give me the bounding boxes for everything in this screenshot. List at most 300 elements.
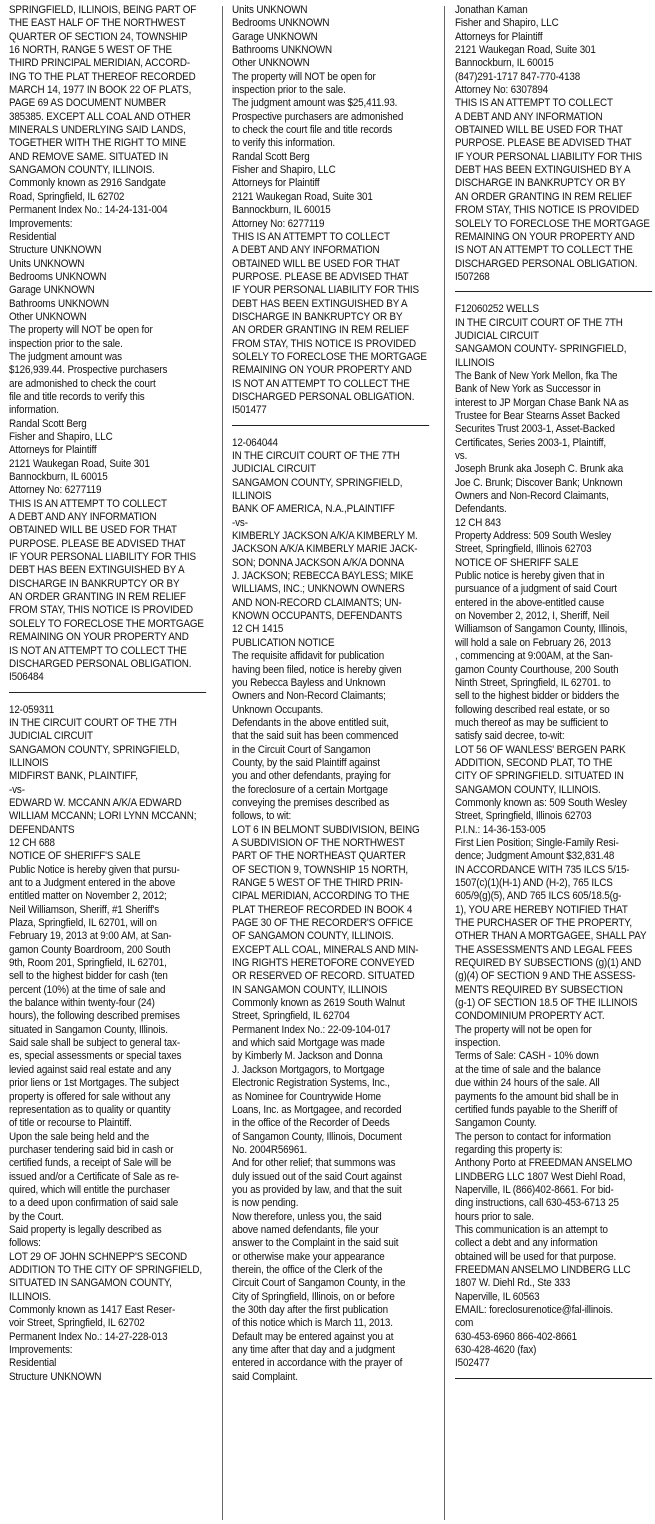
notice-text-line: property is offered for sale without any <box>9 1090 171 1103</box>
notice-text-line: Street, Springfield, IL 62704 <box>232 1010 350 1023</box>
notice-text-line: Said sale shall be subject to general tax- <box>9 1037 181 1050</box>
notice-text-line: The judgment amount was <box>9 350 122 363</box>
notice-text-line: by the Court. <box>9 1210 64 1223</box>
notice-text-line: Public notice is hereby given that in <box>455 570 605 583</box>
notice-text-line: February 19, 2013 at 9:00 AM, at San- <box>9 930 172 943</box>
notice-text-line: JUDICIAL CIRCUIT <box>9 730 93 743</box>
notice-text-line: 2121 Waukegan Road, Suite 301 <box>9 457 150 470</box>
notice-text-line: OBTAINED WILL BE USED FOR THAT <box>232 257 400 270</box>
notice-text-line: Other UNKNOWN <box>9 310 87 323</box>
notice-text-line: Attorneys for Plaintiff <box>455 30 543 43</box>
notice-text-line: Street, Springfield, Illinois 62703 <box>455 810 592 823</box>
notice-text-line: ILLINOIS <box>455 356 495 369</box>
notice-text-line: THIS IS AN ATTEMPT TO COLLECT <box>232 230 390 243</box>
notice-text-line: SANGAMON COUNTY- SPRINGFIELD, <box>455 343 627 356</box>
notice-text-line: dence; Judgment Amount $32,831.48 <box>455 850 615 863</box>
notice-text-line: file and title records to verify this <box>9 390 145 403</box>
notice-text-line: 12 CH 688 <box>9 836 55 849</box>
notice-text-line: Naperville, IL (866)402-8661. For bid- <box>455 1183 614 1196</box>
notice-text-line: entered in the above-entitled cause <box>455 596 605 609</box>
notice-text-line: at the time of sale and the balance <box>455 1063 601 1076</box>
notice-text-line: SPRINGFIELD, ILLINOIS, BEING PART OF <box>9 4 197 16</box>
notice-text-line: conveying the premises described as <box>232 796 390 809</box>
notice-text-line: 12 CH 843 <box>455 516 501 529</box>
notice-text-line: Owners and Non-Record Claimants; <box>232 690 386 703</box>
notice-text-line: (g-1) OF SECTION 18.5 OF THE ILLINOIS <box>455 997 638 1010</box>
notice-text-line: ant to a Judgment entered in the above <box>9 877 176 889</box>
column-2 <box>232 4 429 1384</box>
notice-text-line: Residential <box>9 230 57 243</box>
notice-text-line: ding instructions, call 630-453-6713 25 <box>455 1197 619 1210</box>
notice-text-line: EDWARD W. MCCANN A/K/A EDWARD <box>9 796 182 809</box>
notice-text-line: REQUIRED BY SUBSECTIONS (g)(1) AND <box>455 957 642 970</box>
notice-text-line: inspection. <box>455 1037 501 1050</box>
notice-text-line: DEBT HAS BEEN EXTINGUISHED BY A <box>455 164 631 177</box>
notice-text-line: OF SECTION 9, TOWNSHIP 15 NORTH, <box>232 863 409 876</box>
notice-text-line: ING TO THE PLAT THEREOF RECORDED <box>9 70 196 83</box>
notice-text-line: I501477 <box>232 404 267 417</box>
notice-text-line: The requisite affidavit for publication <box>232 650 385 663</box>
notice-text-line: information. <box>9 404 59 417</box>
notice-text-line: in the office of the Recorder of Deeds <box>232 1117 390 1130</box>
notice-text-line: WILLIAM MCCANN; LORI LYNN MCCANN; <box>9 810 197 823</box>
notice-text-line: entitled matter on November 2, 2012; <box>9 890 167 903</box>
notice-text-line: collect a debt and any information <box>455 1237 598 1250</box>
notice-text-line: MINERALS UNDERLYING SAID LANDS, <box>9 124 186 137</box>
notice-text-line: certified funds payable to the Sheriff of <box>455 1103 618 1116</box>
notice-text-line: A DEBT AND ANY INFORMATION <box>455 110 603 123</box>
notice-text-line: Bathrooms UNKNOWN <box>9 297 110 310</box>
notice-text-line: IS NOT AN ATTEMPT TO COLLECT THE <box>455 244 633 257</box>
notice-text-line: Garage UNKNOWN <box>9 284 95 297</box>
notice-text-line: the 30th day after the first publication <box>232 1304 388 1316</box>
notice-text-line: Now therefore, unless you, the said <box>232 1210 382 1223</box>
notice-text-line: Permanent Index No.: 14-27-228-013 <box>9 1330 168 1343</box>
notice-text-line: PAGE 30 OF THE RECORDER'S OFFICE <box>232 917 414 930</box>
notice-text-line: Defendants in the above entitled suit, <box>232 716 389 729</box>
notice-text-line: THIS IS AN ATTEMPT TO COLLECT <box>9 497 167 510</box>
notice-text-line: Street, Springfield, Illinois 62703 <box>455 543 592 556</box>
notice-text-line: much thereof as may be sufficient to <box>455 716 609 729</box>
notice-text-line: quired, which will entitle the purchaser <box>9 1183 170 1196</box>
notice-text-line: City of Springfield, Illinois, on or before <box>232 1290 395 1303</box>
notice-text-line: Default may be entered against you at <box>232 1330 394 1343</box>
notice-text-line: SOLELY TO FORECLOSE THE MORTGAGE <box>232 350 427 363</box>
notice-text-line: BANK OF AMERICA, N.A.,PLAINTIFF <box>232 503 395 516</box>
notice-text-line: I506484 <box>9 671 44 684</box>
notice-text-line: sell to the highest bidder or bidders the <box>455 690 620 703</box>
notice-text-line: you and other defendants, praying for <box>232 770 391 783</box>
notice-text-line: Joseph Brunk aka Joseph C. Brunk aka <box>455 463 624 476</box>
notice-text-line: 630-428-4620 (fax) <box>455 1344 537 1357</box>
notice-text-line: SANGAMON COUNTY, ILLINOIS. <box>455 783 601 796</box>
notice-text-line: EMAIL: foreclosurenotice@fal-illinois. <box>455 1304 614 1316</box>
notice-text-line: or otherwise make your appearance <box>232 1250 385 1263</box>
notice-text-line: Bedrooms UNKNOWN <box>232 17 330 30</box>
notice-text-line: in the Circuit Court of Sangamon <box>232 743 371 756</box>
notice-text-line: The Bank of New York Mellon, fka The <box>455 369 618 382</box>
notice-text-line: Certificates, Series 2003-1, Plaintiff, <box>455 436 606 449</box>
notice-text-line: Prospective purchasers are admonished <box>232 110 404 123</box>
notice-text-line: IN THE CIRCUIT COURT OF THE 7TH <box>232 450 400 462</box>
notice-text-line: interest to JP Morgan Chase Bank NA as <box>455 396 629 409</box>
notice-text-line: IN THE CIRCUIT COURT OF THE 7TH <box>455 316 623 329</box>
notice-text-line: DISCHARGE IN BANKRUPTCY OR BY <box>9 577 180 590</box>
notice-text-line: And for other relief; that summons was <box>232 1157 396 1170</box>
notice-text-line: Units UNKNOWN <box>232 4 308 16</box>
notice-text-line: you as provided by law, and that the suit <box>232 1183 402 1196</box>
notice-text-line: Fisher and Shapiro, LLC <box>232 164 336 177</box>
notice-text-line: Property Address: 509 South Wesley <box>455 530 612 543</box>
notice-text-line: Attorneys for Plaintiff <box>232 177 320 190</box>
notice-text-line: Other UNKNOWN <box>232 57 310 70</box>
notice-text-line: Commonly known as 2619 South Walnut <box>232 997 405 1010</box>
notice-text-line: SANGAMON COUNTY, SPRINGFIELD, <box>9 743 180 756</box>
notice-text-line: and which said Mortgage was made <box>232 1037 385 1050</box>
notice-text-line: JUDICIAL CIRCUIT <box>455 329 539 342</box>
notice-text-line: of Sangamon County, Illinois, Document <box>232 1130 402 1143</box>
notice-text-line: PURPOSE. PLEASE BE ADVISED THAT <box>232 270 409 283</box>
notice-text-line: to verify this information. <box>232 137 336 150</box>
notice-text-line: THE PURCHASER OF THE PROPERTY, <box>455 917 633 930</box>
notice-text-line: DEBT HAS BEEN EXTINGUISHED BY A <box>232 297 408 310</box>
notice-text-line: County, by the said Plaintiff against <box>232 756 380 769</box>
notice-text-line: Fisher and Shapiro, LLC <box>9 431 113 443</box>
notice-text-line: AN ORDER GRANTING IN REM RELIEF <box>232 324 409 337</box>
notice-text-line: OBTAINED WILL BE USED FOR THAT <box>455 124 623 137</box>
notice-text-line: ADDITION, SECOND PLAT, TO THE <box>455 756 613 769</box>
notice-text-line: inspection prior to the sale. <box>9 337 123 350</box>
notice-text-line: Bank of New York as Successor in <box>455 383 601 396</box>
notice-text-line: satisfy said decree, to-wit: <box>455 730 565 743</box>
notice-text-line: FROM STAY, THIS NOTICE IS PROVIDED <box>455 204 639 217</box>
notice-text-line: issued and/or a Certificate of Sale as re- <box>9 1170 179 1183</box>
notice-text-line: Loans, Inc. as Mortgagee, and recorded <box>232 1103 402 1116</box>
notice-text-line: therein, the office of the Clerk of the <box>232 1263 383 1276</box>
notice-text-line: will hold a sale on February 26, 2013 <box>455 636 611 649</box>
notice-text-line: IS NOT AN ATTEMPT TO COLLECT THE <box>232 377 410 390</box>
notice-text-line: IN ACCORDANCE WITH 735 ILCS 5/15- <box>455 863 630 876</box>
notice-text-line: LINDBERG LLC 1807 West Diehl Road, <box>455 1170 626 1183</box>
notice-text-line: J. Jackson Mortgagors, to Mortgage <box>232 1063 385 1076</box>
notice-text-line: First Lien Position; Single-Family Resi- <box>455 836 619 849</box>
notice-text-line: Attorneys for Plaintiff <box>9 444 97 457</box>
notice-text-line: IF YOUR PERSONAL LIABILITY FOR THIS <box>9 551 196 564</box>
notice-text-line: Residential <box>9 1357 57 1370</box>
notice-text-line: Anthony Porto at FREEDMAN ANSELMO <box>455 1157 633 1170</box>
notice-text-line: PAGE 69 AS DOCUMENT NUMBER <box>9 97 166 110</box>
notice-text-line: PURPOSE. PLEASE BE ADVISED THAT <box>9 537 186 550</box>
notice-text-line: Bedrooms UNKNOWN <box>9 270 107 283</box>
notice-text-line: OF SANGAMON COUNTY, ILLINOIS. <box>232 930 394 943</box>
notice-text-line: ILLINOIS <box>232 490 272 503</box>
notice-text-line: The property will not be open for <box>455 1023 592 1036</box>
notice-text-line: JUDICIAL CIRCUIT <box>232 463 316 476</box>
notice-text-line: QUARTER OF SECTION 24, TOWNSHIP <box>9 30 188 43</box>
notice-text-line: Bannockburn, IL 60015 <box>232 204 331 217</box>
notice-text-line: DEFENDANTS <box>9 823 75 836</box>
notice-text-line: DISCHARGED PERSONAL OBLIGATION. <box>232 390 415 403</box>
notice-text-line: 12-059311 <box>9 703 55 716</box>
notice-text-line: having been filed, notice is hereby given <box>232 663 402 676</box>
notice-text-line: certified funds, a receipt of Sale will be <box>9 1157 172 1170</box>
notice-text-line: SITUATED IN SANGAMON COUNTY, <box>9 1277 172 1290</box>
notice-text-line: sell to the highest bidder for cash (ten <box>9 970 168 983</box>
notice-text-line: IN THE CIRCUIT COURT OF THE 7TH <box>9 716 177 729</box>
notice-text-line: inspection prior to the sale. <box>232 84 346 97</box>
notice-text-line: IS NOT AN ATTEMPT TO COLLECT THE <box>9 644 187 657</box>
notice-text-line: NOTICE OF SHERIFF'S SALE <box>9 850 141 863</box>
notice-text-line: Circuit Court of Sangamon County, in the <box>232 1277 406 1290</box>
notice-text-line: -vs- <box>232 516 248 529</box>
notice-text-line: THIS IS AN ATTEMPT TO COLLECT <box>455 97 613 110</box>
notice-text-line: Commonly known as 2916 Sandgate <box>9 177 166 190</box>
column-1 <box>9 4 206 1384</box>
notice-text-line: The property will NOT be open for <box>9 324 153 337</box>
notice-text-line: 1), YOU ARE HEREBY NOTIFIED THAT <box>455 903 628 916</box>
notice-divider <box>455 291 652 292</box>
notice-text-line: 9th, Room 201, Springfield, IL 62701, <box>9 957 167 970</box>
notice-text-line: -vs- <box>9 783 25 796</box>
notice-text-line: the foreclosure of a certain Mortgage <box>232 783 388 796</box>
notice-text-line: TOGETHER WITH THE RIGHT TO MINE <box>9 137 187 150</box>
notice-text-line: Securites Trust 2003-1, Asset-Backed <box>455 423 615 436</box>
notice-text-line: PURPOSE. PLEASE BE ADVISED THAT <box>455 137 632 150</box>
notice-text-line: Attorney No: 6307894 <box>455 84 549 97</box>
notice-text-line: said Complaint. <box>232 1370 298 1383</box>
notice-text-line: Williamson of Sangamon County, Illinois, <box>455 623 628 636</box>
notice-text-line: Bannockburn, IL 60015 <box>455 57 554 70</box>
notice-text-line: THIRD PRINCIPAL MERIDIAN, ACCORD- <box>9 57 190 70</box>
notice-text-line: is now pending. <box>232 1197 299 1210</box>
notice-text-line: REMAINING ON YOUR PROPERTY AND <box>455 230 635 243</box>
notice-text-line: SANGAMON COUNTY, SPRINGFIELD, <box>232 476 403 489</box>
notice-text-line: $126,939.44. Prospective purchasers <box>9 364 168 377</box>
notice-text-line: Attorney No: 6277119 <box>232 217 325 230</box>
notice-text-line: F12060252 WELLS <box>455 303 539 316</box>
notice-text-line: Units UNKNOWN <box>9 257 85 270</box>
notice-text-line: gamon County Courthouse, 200 South <box>455 663 619 676</box>
notice-text-line: as Nominee for Countrywide Home <box>232 1090 382 1103</box>
notice-text-line: Electronic Registration Systems, Inc., <box>232 1077 390 1090</box>
notice-text-line: obtained will be used for that purpose. <box>455 1250 617 1263</box>
notice-text-line: Permanent Index No.: 22-09-104-017 <box>232 1023 391 1036</box>
notice-text-line: 12-064044 <box>232 436 278 449</box>
notice-text-line: hours prior to sale. <box>455 1210 534 1223</box>
notice-text-line: PLAT THEREOF RECORDED IN BOOK 4 <box>232 903 413 916</box>
notice-text-line: FREEDMAN ANSELMO LINDBERG LLC <box>455 1263 631 1276</box>
notice-text-line: DISCHARGED PERSONAL OBLIGATION. <box>9 657 192 670</box>
notice-text-line: above named defendants, file your <box>232 1223 379 1236</box>
notice-text-line: Garage UNKNOWN <box>232 30 318 43</box>
notice-text-line: A DEBT AND ANY INFORMATION <box>232 244 380 257</box>
notice-text-line: OTHER THAN A MORTGAGEE, SHALL PAY <box>455 930 647 943</box>
notice-text-line: (g)(4) OF SECTION 9 AND THE ASSESS- <box>455 970 636 983</box>
notice-text-line: SOLELY TO FORECLOSE THE MORTGAGE <box>455 217 650 230</box>
notice-text-line: DEBT HAS BEEN EXTINGUISHED BY A <box>9 564 185 577</box>
notice-text-line: entered in accordance with the prayer of <box>232 1357 403 1370</box>
notice-text-line: 1807 W. Diehl Rd., Ste 333 <box>455 1277 571 1290</box>
notice-text-line: No. 2004R56961. <box>232 1143 308 1156</box>
notice-text-line: levied against said real estate and any <box>9 1063 172 1076</box>
notice-text-line: The judgment amount was $25,411.93. <box>232 97 398 110</box>
notice-text-line: situated in Sangamon County, Illinois. <box>9 1023 168 1036</box>
notice-divider <box>9 692 206 693</box>
notice-text-line: com <box>455 1317 474 1330</box>
notice-text-line: SON; DONNA JACKSON A/K/A DONNA <box>232 556 405 569</box>
notice-text-line: es, special assessments or special taxes <box>9 1050 182 1063</box>
notice-text-line: Improvements: <box>9 217 73 230</box>
notice-text-line: answer to the Complaint in the said suit <box>232 1237 399 1250</box>
notice-text-line: IF YOUR PERSONAL LIABILITY FOR THIS <box>455 150 642 163</box>
notice-text-line: 12 CH 1415 <box>232 623 284 636</box>
notice-text-line: CIPAL MERIDIAN, ACCORDING TO THE <box>232 890 410 903</box>
notice-text-line: IN SANGAMON COUNTY, ILLINOIS <box>232 983 388 996</box>
notice-text-line: Structure UNKNOWN <box>9 244 102 257</box>
notice-text-line: to a deed upon confirmation of said sale <box>9 1197 179 1210</box>
notice-text-line: MIDFIRST BANK, PLAINTIFF, <box>9 770 138 783</box>
notice-text-line: Sangamon County. <box>455 1117 537 1130</box>
notice-text-line: Bannockburn, IL 60015 <box>9 471 108 484</box>
notice-text-line: due within 24 hours of the sale. All <box>455 1077 600 1090</box>
notice-text-line: 605/9(g)(5), AND 765 ILCS 605/18.5(g- <box>455 890 622 903</box>
notice-text-line: vs. <box>455 450 468 462</box>
notice-text-line: Bathrooms UNKNOWN <box>232 44 333 57</box>
notice-text-line: Plaza, Springfield, IL 62701, will on <box>9 917 157 930</box>
notice-text-line: REMAINING ON YOUR PROPERTY AND <box>9 631 189 644</box>
notice-text-line: , commencing at 9:00AM, at the San- <box>455 650 613 663</box>
notice-text-line: representation as to quality or quantity <box>9 1103 171 1116</box>
notice-text-line: Fisher and Shapiro, LLC <box>455 17 559 30</box>
notice-text-line: LOT 6 IN BELMONT SUBDIVISION, BEING <box>232 823 420 836</box>
notice-text-line: Neil Williamson, Sheriff, #1 Sheriff's <box>9 903 160 916</box>
notice-text-line: (847)291-1717 847-770-4138 <box>455 70 581 83</box>
notice-text-line: Defendants. <box>455 503 507 516</box>
notice-text-line: by Kimberly M. Jackson and Donna <box>232 1050 383 1063</box>
notice-text-line: KIMBERLY JACKSON A/K/A KIMBERLY M. <box>232 530 418 543</box>
notice-text-line: 2121 Waukegan Road, Suite 301 <box>455 44 596 57</box>
notice-text-line: of this notice which is March 11, 2013. <box>232 1317 393 1330</box>
notice-text-line: Public Notice is hereby given that pursu- <box>9 863 180 876</box>
notice-text-line: Commonly known as: 509 South Wesley <box>455 796 627 809</box>
notice-text-line: Trustee for Bear Stearns Asset Backed <box>455 409 620 422</box>
notice-text-line: NOTICE OF SHERIFF SALE <box>455 556 579 569</box>
notice-text-line: 16 NORTH, RANGE 5 WEST OF THE <box>9 44 172 57</box>
notice-text-line: ILLINOIS. <box>9 1290 52 1303</box>
notice-text-line: the balance within twenty-four (24) <box>9 997 155 1010</box>
notice-text-line: 630-453-6960 866-402-8661 <box>455 1330 577 1343</box>
notice-text-line: any time after that day and a judgment <box>232 1344 395 1357</box>
notice-text-line: KNOWN OCCUPANTS, DEFENDANTS <box>232 610 403 623</box>
notice-text-line: Randal Scott Berg <box>9 417 87 430</box>
notice-text-line: are admonished to check the court <box>9 377 156 390</box>
notice-divider <box>232 425 429 426</box>
notice-text-line: IF YOUR PERSONAL LIABILITY FOR THIS <box>232 284 419 297</box>
notice-text-line: Said property is legally described as <box>9 1223 162 1236</box>
notice-text-line: percent (10%) at the time of sale and <box>9 983 166 996</box>
notice-text-line: SOLELY TO FORECLOSE THE MORTGAGE <box>9 617 204 630</box>
notice-text-line: ADDITION TO THE CITY OF SPRINGFIELD, <box>9 1263 202 1276</box>
notice-text-line: A DEBT AND ANY INFORMATION <box>9 511 157 524</box>
notice-text-line: MENTS REQUIRED BY SUBSECTION <box>455 983 623 996</box>
notice-text-line: CONDOMINIUM PROPERTY ACT. <box>455 1010 605 1023</box>
notice-text-line: voir Street, Springfield, IL 62702 <box>9 1317 145 1330</box>
notice-text-line: I502477 <box>455 1357 490 1370</box>
notice-text-line: Terms of Sale: CASH - 10% down <box>455 1050 599 1063</box>
notice-text-line: Improvements: <box>9 1344 73 1357</box>
notice-text-line: follows, to wit: <box>232 810 292 823</box>
notice-text-line: to check the court file and title records <box>232 124 393 137</box>
notice-text-line: Owners and Non-Record Claimants, <box>455 490 609 503</box>
notice-text-line: Upon the sale being held and the <box>9 1130 150 1143</box>
notice-text-line: A SUBDIVISION OF THE NORTHWEST <box>232 836 405 849</box>
notice-text-line: Jonathan Kaman <box>455 4 528 16</box>
notice-text-line: EXCEPT ALL COAL, MINERALS AND MIN- <box>232 943 419 956</box>
notice-text-line: follows: <box>9 1237 41 1250</box>
notice-text-line: OBTAINED WILL BE USED FOR THAT <box>9 524 177 537</box>
notice-text-line: FROM STAY, THIS NOTICE IS PROVIDED <box>232 337 416 350</box>
notice-text-line: DISCHARGED PERSONAL OBLIGATION. <box>455 257 638 270</box>
notice-text-line: gamon County Boardroom, 200 South <box>9 943 171 956</box>
notice-text-line: The person to contact for information <box>455 1130 611 1143</box>
notice-text-line: DISCHARGE IN BANKRUPTCY OR BY <box>455 177 626 190</box>
notice-text-line: FROM STAY, THIS NOTICE IS PROVIDED <box>9 604 193 617</box>
notice-divider <box>455 1378 652 1379</box>
notice-text-line: of title or recourse to Plaintiff. <box>9 1117 132 1130</box>
notice-text-line: CITY OF SPRINGFIELD. SITUATED IN <box>455 770 624 783</box>
column-3 <box>455 4 652 1390</box>
notice-text-line: Attorney No: 6277119 <box>9 484 102 497</box>
notice-text-line: J. JACKSON; REBECCA BAYLESS; MIKE <box>232 570 414 583</box>
column-divider <box>444 6 445 1520</box>
notice-text-line: Joe C. Brunk; Discover Bank; Unknown <box>455 476 623 489</box>
notice-text-line: Road, Springfield, IL 62702 <box>9 190 125 203</box>
notice-text-line: 2121 Waukegan Road, Suite 301 <box>232 190 373 203</box>
notice-text-line: SANGAMON COUNTY, ILLINOIS. <box>9 164 155 177</box>
notice-text-line: Unknown Occupants. <box>232 703 324 716</box>
notice-text-line: Naperville, IL 60563 <box>455 1290 540 1303</box>
notice-text-line: you Rebecca Bayless and Unknown <box>232 676 386 689</box>
notice-text-line: 1507(c)(1)(H-1) AND (H-2), 765 ILCS <box>455 877 613 889</box>
notice-text-line: PART OF THE NORTHEAST QUARTER <box>232 850 406 863</box>
notice-text-line: I507268 <box>455 270 490 283</box>
notice-text-line: This communication is an attempt to <box>455 1223 608 1236</box>
notice-text-line: pursuance of a judgment of said Court <box>455 583 617 596</box>
notice-text-line: WILLIAMS, INC.; UNKNOWN OWNERS <box>232 583 405 596</box>
notice-text-line: P.I.N.: 14-36-153-005 <box>455 823 546 836</box>
column-divider <box>222 6 223 1520</box>
notice-text-line: prior liens or 1st Mortgages. The subject <box>9 1077 179 1090</box>
notice-text-line: that the said suit has been commenced <box>232 730 399 743</box>
notice-text-line: REMAINING ON YOUR PROPERTY AND <box>232 364 412 377</box>
notice-text-line: DISCHARGE IN BANKRUPTCY OR BY <box>232 310 403 323</box>
notice-text-line: ILLINOIS <box>9 756 49 769</box>
notice-text-line: regarding this property is: <box>455 1143 563 1156</box>
notice-text-line: AN ORDER GRANTING IN REM RELIEF <box>455 190 632 203</box>
notice-text-line: 385385. EXCEPT ALL COAL AND OTHER <box>9 110 191 123</box>
notice-text-line: RANGE 5 WEST OF THE THIRD PRIN- <box>232 877 403 889</box>
notice-text-line: MARCH 14, 1977 IN BOOK 22 OF PLATS, <box>9 84 192 97</box>
notice-text-line: JACKSON A/K/A KIMBERLY MARIE JACK- <box>232 543 418 556</box>
notice-text-line: AND NON-RECORD CLAIMANTS; UN- <box>232 596 402 609</box>
notice-text-line: THE EAST HALF OF THE NORTHWEST <box>9 17 186 30</box>
notice-text-line: AND REMOVE SAME. SITUATED IN <box>9 150 169 163</box>
notice-text-line: PUBLICATION NOTICE <box>232 636 335 649</box>
notice-text-line: purchaser tendering said bid in cash or <box>9 1143 174 1156</box>
notice-text-line: ING RIGHTS HERETOFORE CONVEYED <box>232 957 415 970</box>
notice-text-line: Commonly known as 1417 East Reser- <box>9 1304 176 1316</box>
notice-text-line: The property will NOT be open for <box>232 70 376 83</box>
